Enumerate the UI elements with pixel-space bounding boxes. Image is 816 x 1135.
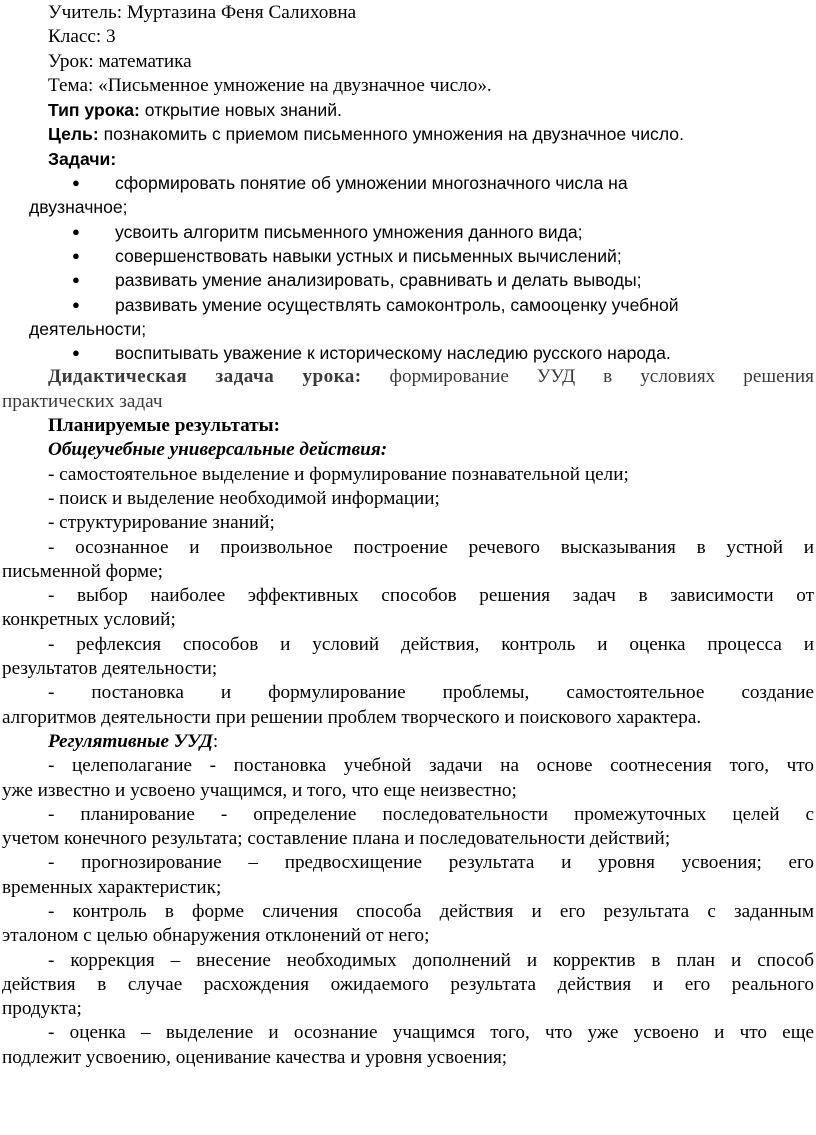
task-text: воспитывать уважение к историческому наследию русского народа. <box>115 343 671 364</box>
didactic-line <box>2 365 814 389</box>
teacher-line: Учитель: Муртазина Феня Салиховна <box>48 2 357 23</box>
list-item-continuation: конкретных условий; <box>2 609 176 631</box>
didactic-label: Дидактическая задача урока: <box>48 366 362 388</box>
task-text: усвоить алгоритм письменного умножения данного вида; <box>115 221 583 242</box>
regulatory-list <box>2 754 814 1070</box>
regulatory-colon: : <box>212 730 219 752</box>
list-item-continuation: временных характеристик; <box>2 876 222 898</box>
general-actions-heading: Общеучебные универсальные действия: <box>48 439 388 461</box>
task-continuation: деятельности; <box>29 318 147 339</box>
tasks-heading: Задачи: <box>48 148 117 169</box>
bullet-icon: ● <box>72 296 80 312</box>
list-item: - целеполагание - постановка учебной задачи на основе соотнесения того, что <box>48 755 814 777</box>
lesson-type-label: Тип урока: <box>48 100 140 121</box>
list-item: - коррекция – внесение необходимых дополнений и корректив в план и способ <box>48 949 814 971</box>
lesson-type-line <box>2 98 814 122</box>
list-item-continuation: эталоном с целью обнаружения отклонений от него; <box>2 925 430 947</box>
task-item <box>2 268 814 292</box>
lesson-type-value: открытие новых знаний. <box>139 100 342 121</box>
regulatory-title: Регулятивные УУД <box>48 730 213 752</box>
list-item: - контроль в форме сличения способа действия и его результата с заданным <box>48 900 814 922</box>
goal-label: Цель: <box>48 124 99 145</box>
lesson-line: Урок: математика <box>48 50 192 72</box>
list-item: - выбор наиболее эффективных способов решения задач в зависимости от <box>48 585 814 607</box>
topic-line: Тема: «Письменное умножение на двузначное число». <box>48 74 492 96</box>
task-item <box>2 244 814 268</box>
list-item: - рефлексия способов и условий действия, контроль и оценка процесса и <box>48 633 814 655</box>
task-continuation: двузначное; <box>29 197 128 218</box>
list-item-continuation: подлежит усвоению, оценивание качества и уровня усвоения; <box>2 1046 508 1068</box>
bullet-icon: ● <box>72 175 80 191</box>
grade-line: Класс: 3 <box>48 26 116 48</box>
results-heading: Планируемые результаты: <box>48 415 281 437</box>
list-item-continuation: продукта; <box>2 998 82 1020</box>
list-item: - осознанное и произвольное построение речевого высказывания в устной и <box>48 536 814 558</box>
list-item-continuation: письменной форме; <box>2 560 163 582</box>
list-item-continuation: действия в случае расхождения ожидаемого результата действия и его реального <box>2 973 814 995</box>
didactic-value: формирование УУД в условиях решения <box>361 366 814 388</box>
bullet-icon: ● <box>72 272 80 288</box>
list-item: - структурирование знаний; <box>48 512 275 534</box>
goal-line <box>2 122 814 146</box>
list-item-continuation: результатов деятельности; <box>2 658 218 680</box>
task-item <box>2 220 814 244</box>
task-text: совершенствовать навыки устных и письменных вычислений; <box>115 245 622 266</box>
list-item: - поиск и выделение необходимой информации; <box>48 487 440 509</box>
task-item <box>2 341 814 365</box>
bullet-icon: ● <box>72 247 80 263</box>
didactic-continuation: практических задач <box>2 390 163 412</box>
regulatory-heading <box>2 730 814 754</box>
bullet-icon: ● <box>72 223 80 239</box>
task-text: развивать умение осуществлять самоконтроль, самооценку учебной <box>115 294 679 315</box>
list-item-continuation: уже известно и усвоено учащимся, и того, что еще неизвестно; <box>2 779 517 801</box>
bullet-icon: ● <box>72 345 80 361</box>
general-actions-list <box>2 463 814 730</box>
list-item: - прогнозирование – предвосхищение результата и уровня усвоения; его <box>48 852 814 874</box>
list-item: - постановка и формулирование проблемы, самостоятельное создание <box>48 682 814 704</box>
goal-value: познакомить с приемом письменного умножения на двузначное число. <box>98 124 684 145</box>
task-item <box>2 171 814 195</box>
list-item: - оценка – выделение и осознание учащимся того, что уже усвоено и что еще <box>48 1022 814 1044</box>
list-item: - планирование - определение последовательности промежуточных целей с <box>48 803 814 825</box>
list-item-continuation: алгоритмов деятельности при решении проблем творческого и поискового характера. <box>2 706 702 728</box>
task-text: развивать умение анализировать, сравнивать и делать выводы; <box>115 270 642 291</box>
list-item: - самостоятельное выделение и формулирование познавательной цели; <box>48 463 629 485</box>
list-item-continuation: учетом конечного результата; составление плана и последовательности действий; <box>2 828 671 850</box>
task-item <box>2 293 814 317</box>
task-text: сформировать понятие об умножении многозначного числа на <box>115 173 628 194</box>
